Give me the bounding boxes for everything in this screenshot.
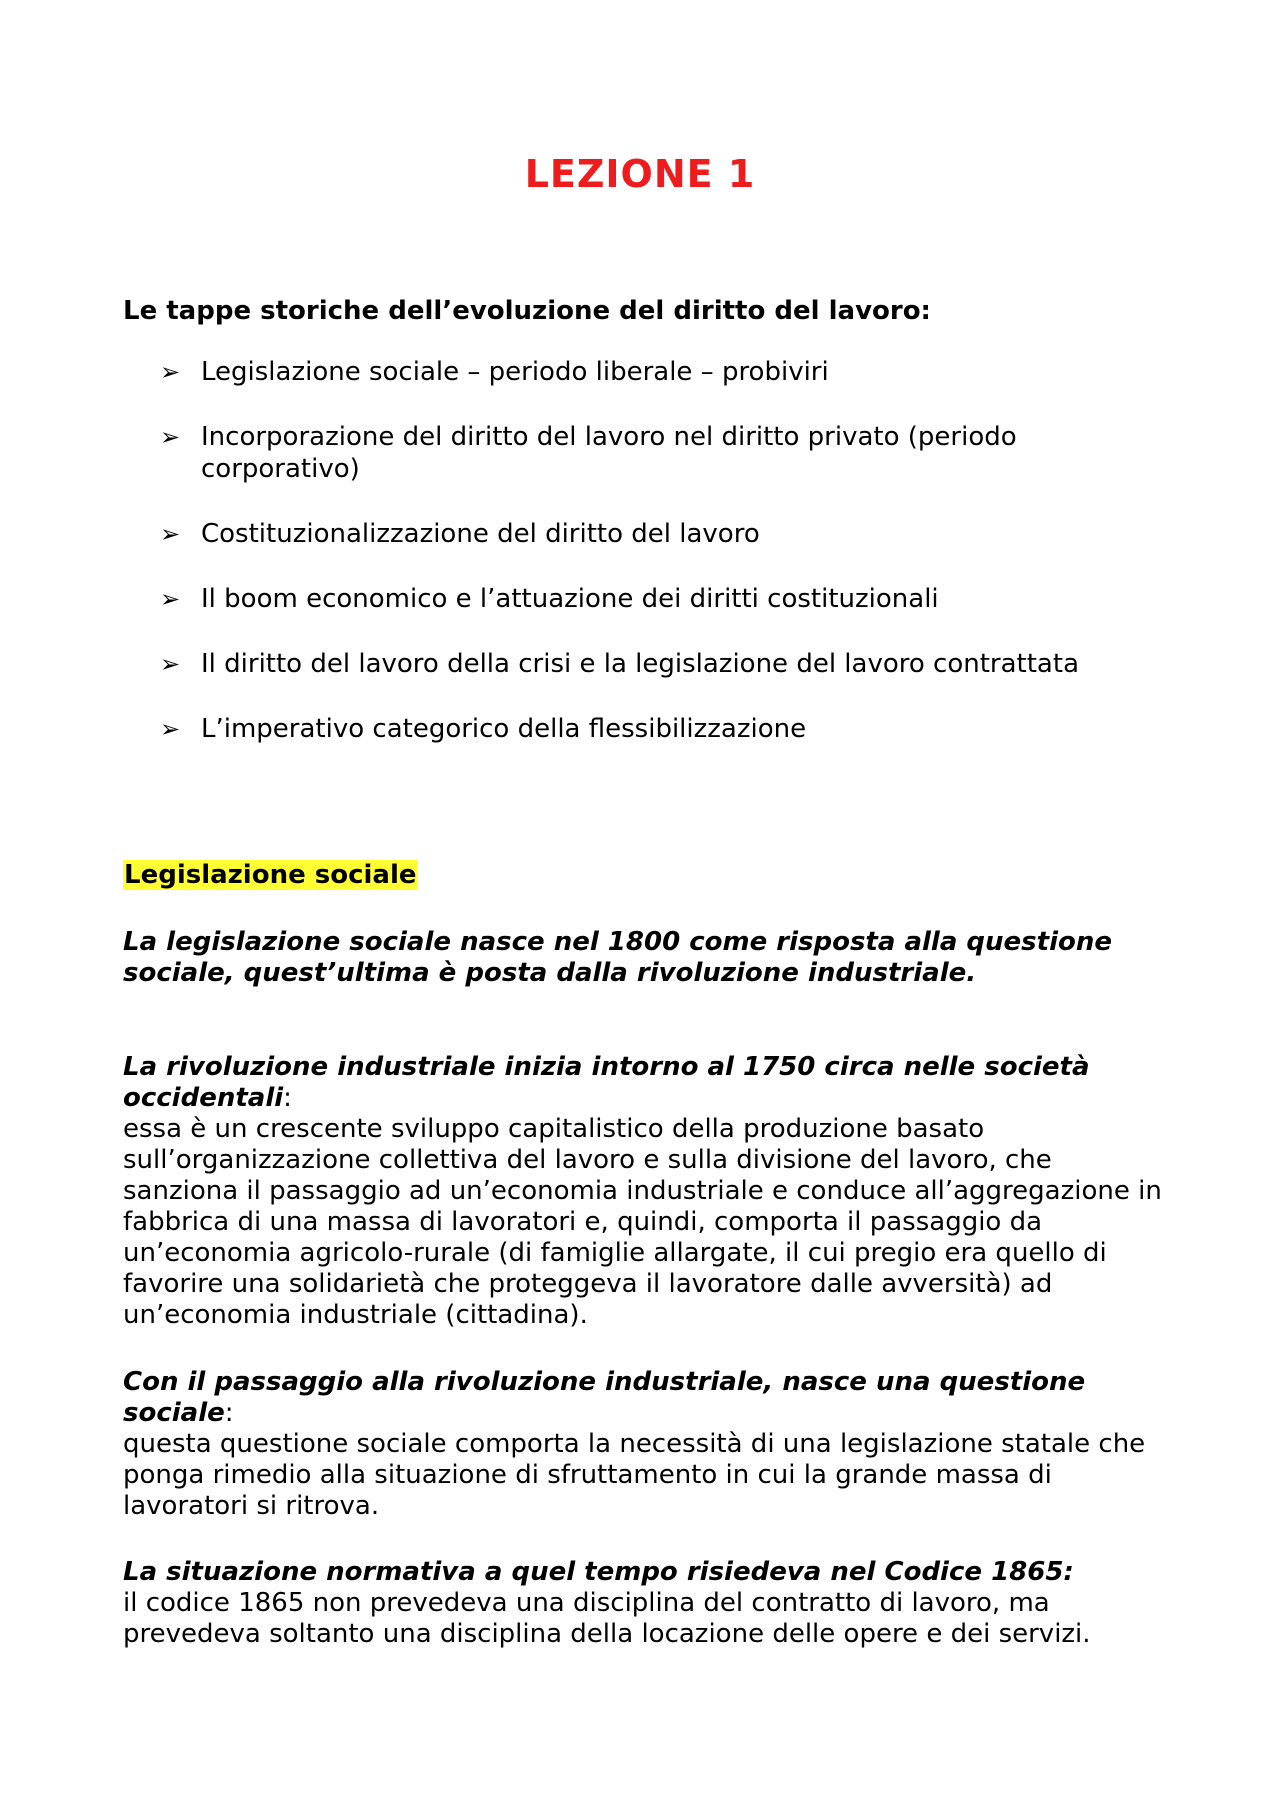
list-item: ➢ L’imperativo categorico della flessibilizzazione (160, 714, 807, 744)
list-item: ➢ Legislazione sociale – periodo liberale – probiviri (160, 357, 829, 387)
paragraph-heading: La situazione normativa a quel tempo risiedeva nel Codice 1865: (123, 1557, 1074, 1587)
arrow-bullet-icon: ➢ (160, 585, 181, 613)
arrow-bullet-icon: ➢ (160, 520, 181, 548)
list-item: ➢ Costituzionalizzazione del diritto del lavoro (160, 519, 760, 549)
arrow-bullet-icon: ➢ (160, 650, 181, 678)
paragraph-heading: La rivoluzione industriale inizia intorno al 1750 circa nelle società occidentali (123, 1052, 1090, 1113)
list-item: ➢ Il diritto del lavoro della crisi e la legislazione del lavoro contrattata (160, 649, 1079, 679)
section-heading (123, 860, 1173, 890)
paragraph-origin: La legislazione sociale nasce nel 1800 come risposta alla questione sociale, quest’ultima è posta dalla rivoluzione industriale. (123, 927, 1113, 988)
arrow-bullet-icon: ➢ (160, 715, 181, 743)
list-item: ➢ Incorporazione del diritto del lavoro nel diritto privato (periodo corporativo) (160, 422, 1017, 484)
paragraph-heading: Con il passaggio alla rivoluzione industriale, nasce una questione sociale (123, 1367, 1086, 1428)
paragraph-body: essa è un crescente sviluppo capitalistico della produzione basato sull’organizzazione collettiva del lavoro e sulla divisione del lavoro, che sanziona il passaggio ad un’economia industriale e conduce all’aggregazione in fabbrica di una massa di lavoratori e, quindi, comporta il passaggio da un’economia agricolo-rurale (di famiglie allargate, il cui pregio era quello di favorire una solidarietà che proteggeva il lavoratore dalle avversità) ad un’economia industriale (cittadina). (123, 1114, 1162, 1330)
paragraph-normative-situation (123, 1557, 1173, 1650)
paragraph-social-question: Con il passaggio alla rivoluzione industriale, nasce una questione sociale: questa questione sociale comporta la necessità di una legislazione statale che ponga rimedio alla situazione di sfruttamento in cui la grande massa di lavoratori si ritrova. (123, 1367, 1173, 1522)
paragraph-body: il codice 1865 non prevedeva una disciplina del contratto di lavoro, ma prevedeva soltanto una disciplina della locazione delle opere e dei servizi. (123, 1588, 1091, 1649)
list-item: ➢ Il boom economico e l’attuazione dei diritti costituzionali (160, 584, 939, 614)
arrow-bullet-icon: ➢ (160, 423, 181, 451)
arrow-bullet-icon: ➢ (160, 358, 181, 386)
intro-heading: Le tappe storiche dell’evoluzione del diritto del lavoro: (123, 296, 931, 326)
lesson-title: LEZIONE 1 (524, 152, 756, 196)
highlighted-heading: Legislazione sociale (124, 860, 417, 890)
milestones-list (160, 356, 1120, 778)
paragraph-industrial-revolution: La rivoluzione industriale inizia intorno al 1750 circa nelle società occidentali: essa è un crescente sviluppo capitalistico della produzione basato sull’organizzazione collettiva del lavoro e sulla divisione del lavoro, che sanziona il passaggio ad un’economia industriale e conduce all’aggregazione in fabbrica di una massa di lavoratori e, quindi, comporta il passaggio da un’economia agricolo-rurale (di famiglie allargate, il cui pregio era quello di favorire una solidarietà che proteggeva il lavoratore dalle avversità) ad un’economia industriale (cittadina). (123, 1052, 1173, 1331)
paragraph-body: questa questione sociale comporta la necessità di una legislazione statale che ponga rimedio alla situazione di sfruttamento in cui la grande massa di lavoratori si ritrova. (123, 1429, 1146, 1521)
